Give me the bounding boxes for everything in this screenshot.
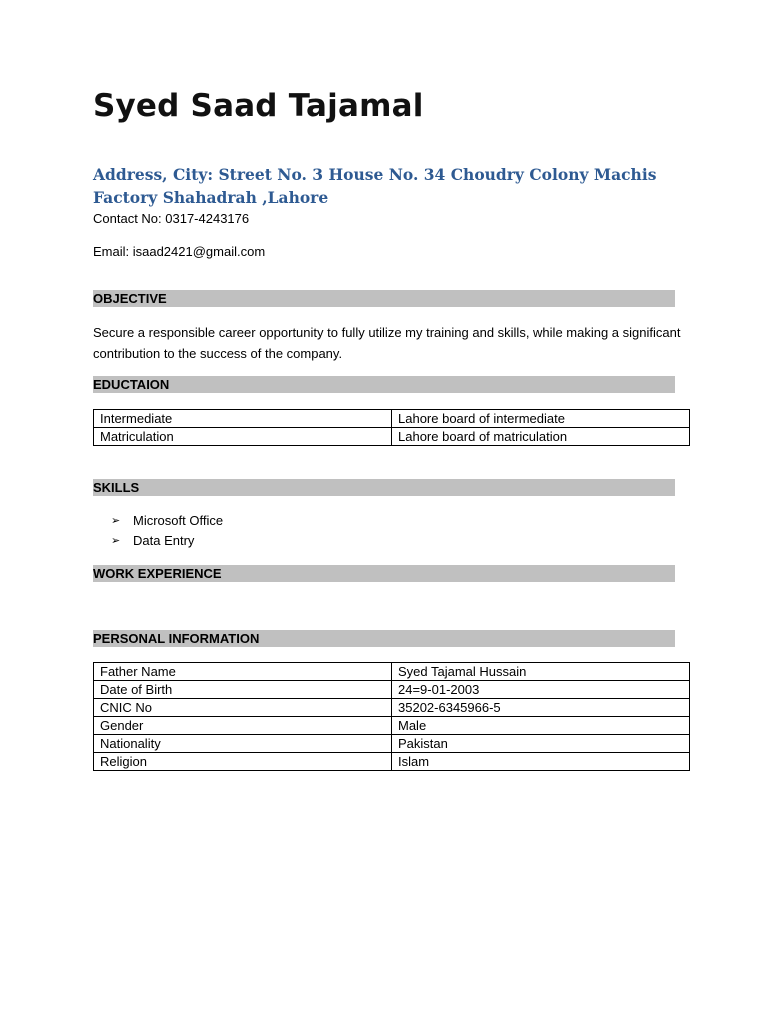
skill-label: Microsoft Office xyxy=(133,513,224,528)
table-cell: Male xyxy=(392,717,690,735)
candidate-name: Syed Saad Tajamal xyxy=(93,88,424,124)
table-cell: Intermediate xyxy=(94,410,392,428)
table-cell: Date of Birth xyxy=(94,681,392,699)
list-item xyxy=(111,531,223,551)
table-cell: Father Name xyxy=(94,663,392,681)
table-cell: Gender xyxy=(94,717,392,735)
table-row xyxy=(94,410,690,428)
table-row xyxy=(94,663,690,681)
table-cell: 35202-6345966-5 xyxy=(392,699,690,717)
table-row xyxy=(94,428,690,446)
objective-heading: OBJECTIVE xyxy=(93,290,675,307)
table-cell: Islam xyxy=(392,753,690,771)
table-cell: Syed Tajamal Hussain xyxy=(392,663,690,681)
address: Address, City: Street No. 3 House No. 34 Choudry Colony Machis Factory Shahadrah ,Lahore xyxy=(93,165,657,207)
table-cell: Matriculation xyxy=(94,428,392,446)
arrow-bullet-icon: ➢ xyxy=(111,535,121,547)
table-row xyxy=(94,717,690,735)
table-row xyxy=(94,699,690,717)
table-cell: Nationality xyxy=(94,735,392,753)
personal-information-heading: PERSONAL INFORMATION xyxy=(93,630,675,647)
table-cell: Pakistan xyxy=(392,735,690,753)
education-table xyxy=(93,409,690,446)
personal-information-table xyxy=(93,662,690,771)
list-item xyxy=(111,511,223,531)
table-cell: CNIC No xyxy=(94,699,392,717)
arrow-bullet-icon: ➢ xyxy=(111,515,121,527)
skills-list xyxy=(111,511,223,551)
table-cell: Lahore board of matriculation xyxy=(392,428,690,446)
education-heading: EDUCTAION xyxy=(93,376,675,393)
table-row xyxy=(94,681,690,699)
table-cell: 24=9-01-2003 xyxy=(392,681,690,699)
objective-text: Secure a responsible career opportunity to fully utilize my training and skills, while making a significant contribution to the success of the company. xyxy=(93,325,681,361)
table-cell: Lahore board of intermediate xyxy=(392,410,690,428)
skills-heading: SKILLS xyxy=(93,479,675,496)
table-row xyxy=(94,753,690,771)
contact-number: Contact No: 0317-4243176 xyxy=(93,211,250,226)
table-row xyxy=(94,735,690,753)
table-cell: Religion xyxy=(94,753,392,771)
email: Email: isaad2421@gmail.com xyxy=(93,244,266,259)
skill-label: Data Entry xyxy=(133,533,195,548)
work-experience-heading: WORK EXPERIENCE xyxy=(93,565,675,582)
